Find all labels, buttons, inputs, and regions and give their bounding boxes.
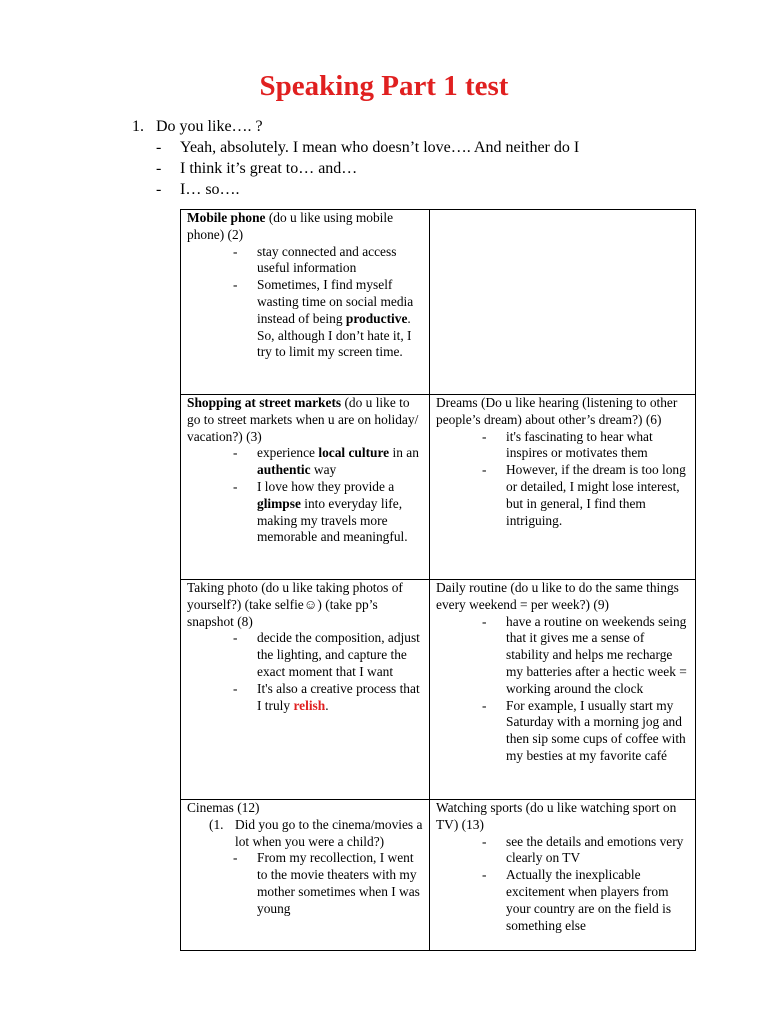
list-item bbox=[257, 277, 424, 361]
list-item: - decide the composition, adjust the lighting, and capture the exact moment that I want bbox=[257, 630, 424, 680]
cell-question bbox=[187, 395, 424, 445]
intro-answer: - Yeah, absolutely. I mean who doesn’t love…. And neither do I bbox=[156, 139, 580, 156]
cell-shopping bbox=[181, 395, 430, 580]
topic-question: (do u like using mobile phone) (2) bbox=[187, 210, 394, 242]
text-span: in an bbox=[389, 445, 419, 461]
sub-number: (1. bbox=[209, 816, 224, 832]
intro-section bbox=[132, 116, 579, 200]
cell-cinemas bbox=[181, 800, 430, 951]
cell-question: Cinemas (12) bbox=[187, 800, 260, 815]
sub-question bbox=[187, 817, 424, 851]
page-title: Speaking Part 1 test bbox=[259, 70, 509, 102]
bullet-list bbox=[436, 614, 690, 765]
text-span: It's also a creative process that I truly bbox=[257, 680, 420, 713]
intro-answer: - I think it’s great to… and… bbox=[156, 160, 358, 177]
intro-answer-text: I think it’s great to… and… bbox=[180, 160, 358, 177]
cell-question: Watching sports (do u like watching sport on TV) (13) bbox=[436, 800, 677, 832]
cell-mobile-phone bbox=[181, 210, 430, 395]
intro-question-text: Do you like…. ? bbox=[156, 118, 263, 135]
intro-answer-text: Yeah, absolutely. I mean who doesn’t love…. And neither do I bbox=[180, 139, 580, 156]
intro-answer-text: I… so…. bbox=[180, 181, 240, 198]
list-item bbox=[257, 445, 424, 479]
list-item: - For example, I usually start my Saturday with a morning jog and then sip some cups of coffee with my besties at my favorite café bbox=[506, 698, 690, 765]
text-span: ) (take pp’s snapshot (8) bbox=[187, 596, 378, 629]
list-item bbox=[257, 479, 424, 546]
cell-question bbox=[187, 210, 424, 244]
bullet-list bbox=[436, 429, 690, 530]
topic-title: Mobile phone bbox=[187, 210, 266, 225]
cell-dreams bbox=[430, 395, 696, 580]
list-item: - have a routine on weekends seing that it gives me a sense of stability and helps me recharge my batteries after a hectic week = working around the clock bbox=[506, 614, 690, 698]
table-row bbox=[181, 395, 696, 580]
list-item: - From my recollection, I went to the movie theaters with my mother sometimes when I was young bbox=[257, 850, 424, 917]
intro-question bbox=[132, 116, 579, 137]
table-row bbox=[181, 580, 696, 800]
bold-term: local culture bbox=[318, 445, 390, 461]
smiley-icon: ☺ bbox=[303, 596, 318, 612]
cell-empty bbox=[430, 210, 696, 395]
bullet-list bbox=[187, 850, 424, 917]
text-span: experience bbox=[257, 445, 319, 461]
table-row bbox=[181, 800, 696, 951]
bold-term: glimpse bbox=[257, 495, 301, 511]
text-span: . So, although I don’t hate it, I try to limit my screen time. bbox=[257, 310, 412, 360]
topic-title: Shopping at street markets bbox=[187, 395, 342, 410]
list-item: - However, if the dream is too long or detailed, I might lose interest, but in general, I find them intriguing. bbox=[506, 462, 690, 529]
text-span: I love how they provide a bbox=[257, 478, 395, 494]
list-item bbox=[257, 681, 424, 715]
bullet-list bbox=[436, 834, 690, 935]
list-item: - it's fascinating to hear what inspires or motivates them bbox=[506, 429, 690, 463]
highlight-term: relish bbox=[293, 697, 326, 713]
cell-question bbox=[187, 580, 424, 630]
text-span: way bbox=[310, 462, 337, 478]
cell-question: Daily routine (do u like to do the same things every weekend = per week?) (9) bbox=[436, 580, 679, 612]
text-span: into everyday life, making my travels more memorable and meaningful. bbox=[257, 495, 408, 545]
topics-table bbox=[180, 209, 696, 951]
topic-question: (do u like to go to street markets when u are on holiday/ vacation?) (3) bbox=[187, 395, 419, 444]
text-span: Taking photo (do u like taking photos of yourself?) (take selfie bbox=[187, 580, 403, 612]
list-item: - Actually the inexplicable excitement when players from your country are on the field is something else bbox=[506, 867, 690, 934]
list-item: - see the details and emotions very clearly on TV bbox=[506, 834, 690, 868]
text-span: . bbox=[325, 697, 329, 713]
bullet-list bbox=[187, 445, 424, 546]
bold-term: authentic bbox=[257, 462, 311, 478]
table-row bbox=[181, 210, 696, 395]
sub-question-text: Did you go to the cinema/movies a lot when you were a child?) bbox=[235, 816, 423, 849]
list-item: - stay connected and access useful information bbox=[257, 244, 424, 278]
intro-answer: - I… so…. bbox=[156, 181, 240, 198]
cell-daily-routine bbox=[430, 580, 696, 800]
cell-question: Dreams (Do u like hearing (listening to other people’s dream) about other’s dream?) (6) bbox=[436, 395, 678, 427]
cell-taking-photo bbox=[181, 580, 430, 800]
bold-term: productive bbox=[345, 310, 408, 326]
bullet-list bbox=[187, 630, 424, 714]
text-span: Sometimes, I find myself wasting time on social media instead of being bbox=[257, 277, 414, 326]
cell-watching-sports bbox=[430, 800, 696, 951]
intro-number: 1. bbox=[132, 118, 144, 135]
bullet-list bbox=[187, 244, 424, 362]
